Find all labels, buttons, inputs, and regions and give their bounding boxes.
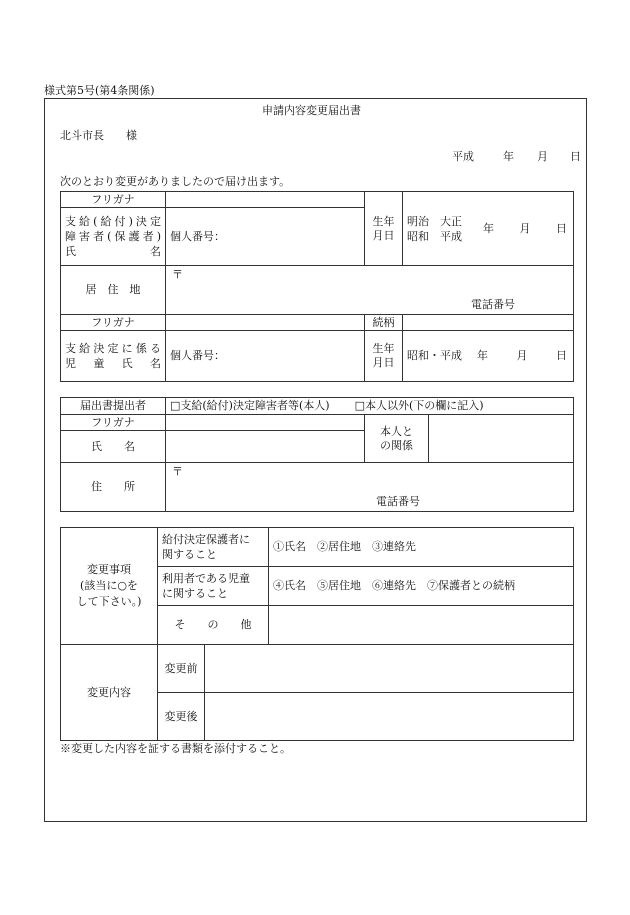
applicant-personal-number-label: 個人番号： [170,229,225,243]
form-title: 申請内容変更届出書 [262,104,361,117]
applicant-name-field[interactable] [166,208,365,266]
changes-before-label: 変更前 [158,645,205,693]
applicant-birth-label: 生年 月日 [365,192,403,266]
applicant-furigana-field[interactable] [166,192,365,208]
date-day: 日 [570,150,581,163]
date-era: 平成 [452,150,474,163]
changes-row3-label: そ の 他 [158,606,269,645]
child-relation-label: 続柄 [365,315,403,331]
changes-row1-options[interactable]: ①氏名 ②居住地 ③連絡先 [269,528,574,567]
intro-text: 次のとおり変更がありましたので届け出ます。 [60,175,291,188]
submitter-furigana-field[interactable] [166,415,365,431]
child-name-label: 支給決定に係る 児 童 氏 名 [61,331,166,382]
changes-before-field[interactable] [205,645,574,693]
changes-row3-field[interactable] [269,606,574,645]
applicant-birth-field[interactable]: 明治 大正 昭和 平成 年 月 日 [403,192,574,266]
submitter-relation-label: 本人と の関係 [365,415,429,463]
form-number: 様式第5号(第4条関係) [44,84,155,97]
applicant-table [60,191,574,382]
submitter-option-self[interactable]: □支給(給付)決定障害者等(本人) [170,399,330,412]
child-relation-field[interactable] [403,315,574,331]
applicant-phone-label: 電話番号 [471,298,515,311]
changes-content-label: 変更内容 [61,645,158,741]
applicant-name-label: 支給(給付)決定 障害者(保護者) 氏 名 [61,208,166,266]
changes-row2-label: 利用者である児童 に関すること [158,567,269,606]
submitter-phone-label: 電話番号 [376,495,420,508]
applicant-furigana-label: フリガナ [61,192,166,208]
changes-row2-options[interactable]: ④氏名 ⑤居住地 ⑥連絡先 ⑦保護者との続柄 [269,567,574,606]
changes-table [60,527,574,741]
submitter-header-label: 届出書提出者 [61,398,166,415]
changes-after-field[interactable] [205,693,574,741]
footnote: ※変更した内容を証する書類を添付すること。 [60,742,291,755]
child-personal-number-label: 個人番号： [170,349,225,362]
applicant-address-field[interactable] [166,266,574,315]
applicant-address-label: 居 住 地 [61,266,166,315]
submitter-table [60,397,574,512]
submitter-name-label: 氏 名 [61,431,166,463]
child-furigana-field[interactable] [166,315,365,331]
changes-after-label: 変更後 [158,693,205,741]
date-year: 年 [503,150,514,163]
submitter-postal-mark: 〒 [172,465,183,478]
submitter-name-field[interactable] [166,431,365,463]
date-month: 月 [537,150,548,163]
submitter-address-label: 住 所 [61,463,166,512]
submitter-relation-field[interactable] [429,415,574,463]
child-name-field[interactable] [166,331,365,382]
submitter-furigana-label: フリガナ [61,415,166,431]
child-furigana-label: フリガナ [61,315,166,331]
submitter-address-field[interactable] [166,463,574,512]
applicant-postal-mark: 〒 [172,268,183,281]
submitter-option-other[interactable]: □本人以外(下の欄に記入) [354,399,484,412]
changes-row1-label: 給付決定保護者に 関すること [158,528,269,567]
changes-category-label: 変更事項 (該当に○を して下さい。) [61,528,158,645]
child-birth-label: 生年 月日 [365,331,403,382]
addressee: 北斗市長 様 [60,129,137,142]
child-birth-field[interactable]: 昭和・平成 年 月 日 [403,331,574,382]
submitter-options [166,398,574,415]
